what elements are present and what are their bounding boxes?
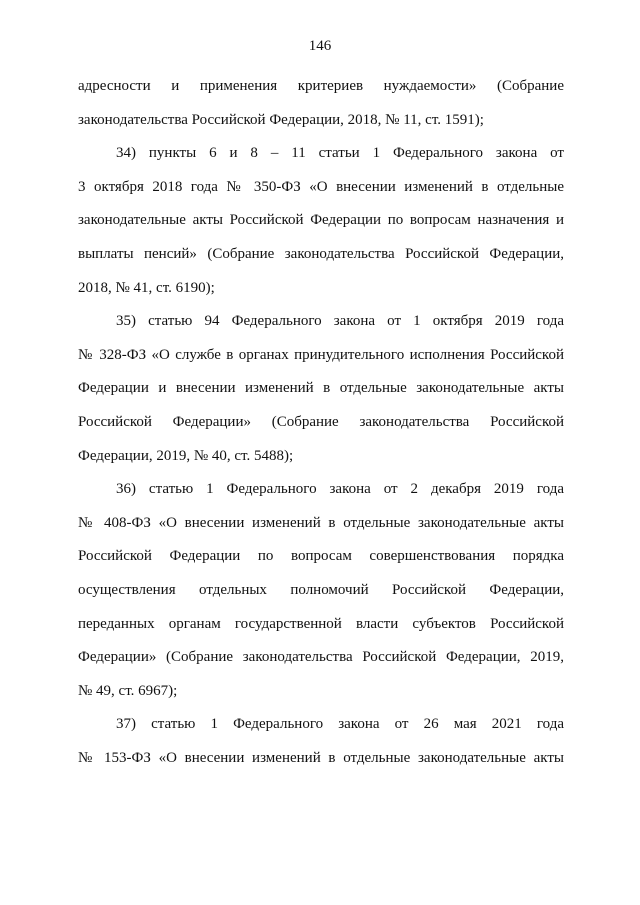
paragraph-item-36	[78, 473, 564, 708]
text-line: Федерации» (Собрание законодательства Российской Федерации, 2019,	[78, 649, 564, 666]
paragraph-item-37	[78, 708, 564, 775]
text-line: 37) статью 1 Федерального закона от 26 мая 2021 года	[116, 716, 564, 733]
text-line: Российской Федерации» (Собрание законодательства Российской	[78, 413, 564, 430]
document-body	[78, 70, 564, 775]
text-line: выплаты пенсий» (Собрание законодательства Российской Федерации,	[78, 245, 564, 262]
text-line: законодательства Российской Федерации, 2018, № 11, ст. 1591);	[78, 111, 484, 128]
text-line: 35) статью 94 Федерального закона от 1 октября 2019 года	[116, 313, 564, 330]
text-line: № 153-ФЗ «О внесении изменений в отдельные законодательные акты	[78, 749, 564, 766]
text-line: 36) статью 1 Федерального закона от 2 декабря 2019 года	[116, 481, 564, 498]
page-number: 146	[308, 38, 332, 54]
text-line: адресности и применения критериев нуждаемости» (Собрание	[78, 78, 564, 94]
paragraph-item-34	[78, 137, 564, 305]
text-line: 2018, № 41, ст. 6190);	[78, 279, 215, 296]
text-line: Федерации, 2019, № 40, ст. 5488);	[78, 447, 294, 464]
text-line: № 408-ФЗ «О внесении изменений в отдельные законодательные акты	[78, 514, 564, 531]
text-line: № 49, ст. 6967);	[78, 682, 178, 699]
text-line: законодательные акты Российской Федерации по вопросам назначения и	[78, 212, 564, 229]
text-line: Федерации и внесении изменений в отдельные законодательные акты	[78, 380, 564, 397]
paragraph-item-35	[78, 305, 564, 473]
text-line: осуществления отдельных полномочий Российской Федерации,	[78, 581, 564, 598]
text-line: 3 октября 2018 года № 350-ФЗ «О внесении изменений в отдельные	[78, 178, 564, 195]
text-line: № 328-ФЗ «О службе в органах принудительного исполнения Российской	[78, 346, 564, 363]
text-line: Российской Федерации по вопросам совершенствования порядка	[78, 548, 564, 565]
paragraph-continuation	[78, 70, 564, 137]
text-line: переданных органам государственной власти субъектов Российской	[78, 615, 564, 632]
text-line: 34) пункты 6 и 8 – 11 статьи 1 Федерального закона от	[116, 145, 564, 162]
